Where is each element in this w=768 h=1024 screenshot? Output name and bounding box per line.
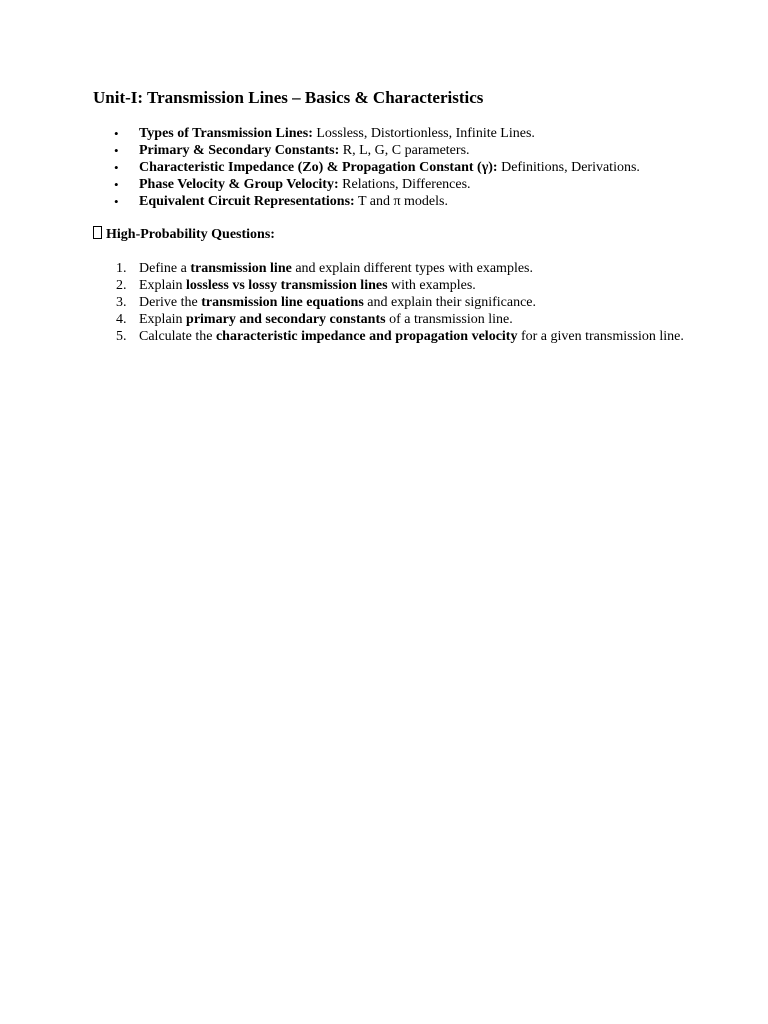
bullet-icon: • (114, 143, 119, 158)
topic-label: Equivalent Circuit Representations: (139, 194, 355, 209)
unit-title: Unit-I: Transmission Lines – Basics & Characteristics (93, 88, 484, 107)
questions-list (93, 260, 693, 345)
topic-label: Types of Transmission Lines: (139, 126, 313, 141)
question-item (116, 311, 693, 328)
topic-description: T and π models. (354, 194, 448, 209)
question-number: 5. (116, 329, 127, 344)
question-keyword: characteristic impedance and propagation velocity (215, 329, 518, 344)
topic-description: R, L, G, C parameters. (339, 143, 470, 158)
topic-item (114, 125, 693, 142)
topic-item (114, 193, 693, 210)
question-text-pre: Explain (139, 312, 187, 327)
question-text-pre: Explain (139, 278, 187, 293)
topics-list (93, 125, 693, 210)
question-item (116, 277, 693, 294)
question-text-post: and explain different types with examples. (291, 261, 533, 276)
question-text-post: for a given transmission line. (517, 329, 684, 344)
question-number: 4. (116, 312, 127, 327)
question-keyword: lossless vs lossy transmission lines (186, 278, 388, 293)
question-text-pre: Derive the (139, 295, 202, 310)
bullet-icon: • (114, 177, 119, 192)
question-number: 3. (116, 295, 127, 310)
bullet-icon: • (114, 194, 119, 209)
question-text-post: of a transmission line. (385, 312, 513, 327)
bullet-icon: • (114, 126, 119, 141)
question-item (116, 260, 693, 277)
topic-description: Relations, Differences. (338, 177, 471, 192)
topic-item (114, 176, 693, 193)
questions-heading-text: High-Probability Questions: (106, 227, 275, 242)
questions-heading (93, 226, 693, 243)
question-text-post: with examples. (387, 278, 476, 293)
question-number: 1. (116, 261, 127, 276)
question-item (116, 294, 693, 311)
topic-label: Primary & Secondary Constants: (139, 143, 340, 158)
question-text-pre: Calculate the (139, 329, 216, 344)
topic-description: Definitions, Derivations. (497, 160, 640, 175)
bullet-icon: • (114, 160, 119, 175)
topic-item (114, 142, 693, 159)
question-keyword: primary and secondary constants (186, 312, 386, 327)
topic-item (114, 159, 693, 176)
question-text-post: and explain their significance. (363, 295, 537, 310)
question-keyword: transmission line equations (201, 295, 364, 310)
question-text-pre: Define a (139, 261, 191, 276)
document-content (93, 87, 693, 345)
question-keyword: transmission line (190, 261, 292, 276)
missing-glyph-box-icon (93, 226, 102, 239)
topic-label: Characteristic Impedance (Zo) & Propagation Constant (γ): (139, 160, 498, 175)
question-item (116, 328, 693, 345)
topic-label: Phase Velocity & Group Velocity: (139, 177, 339, 192)
question-number: 2. (116, 278, 127, 293)
topic-description: Lossless, Distortionless, Infinite Lines. (312, 126, 535, 141)
